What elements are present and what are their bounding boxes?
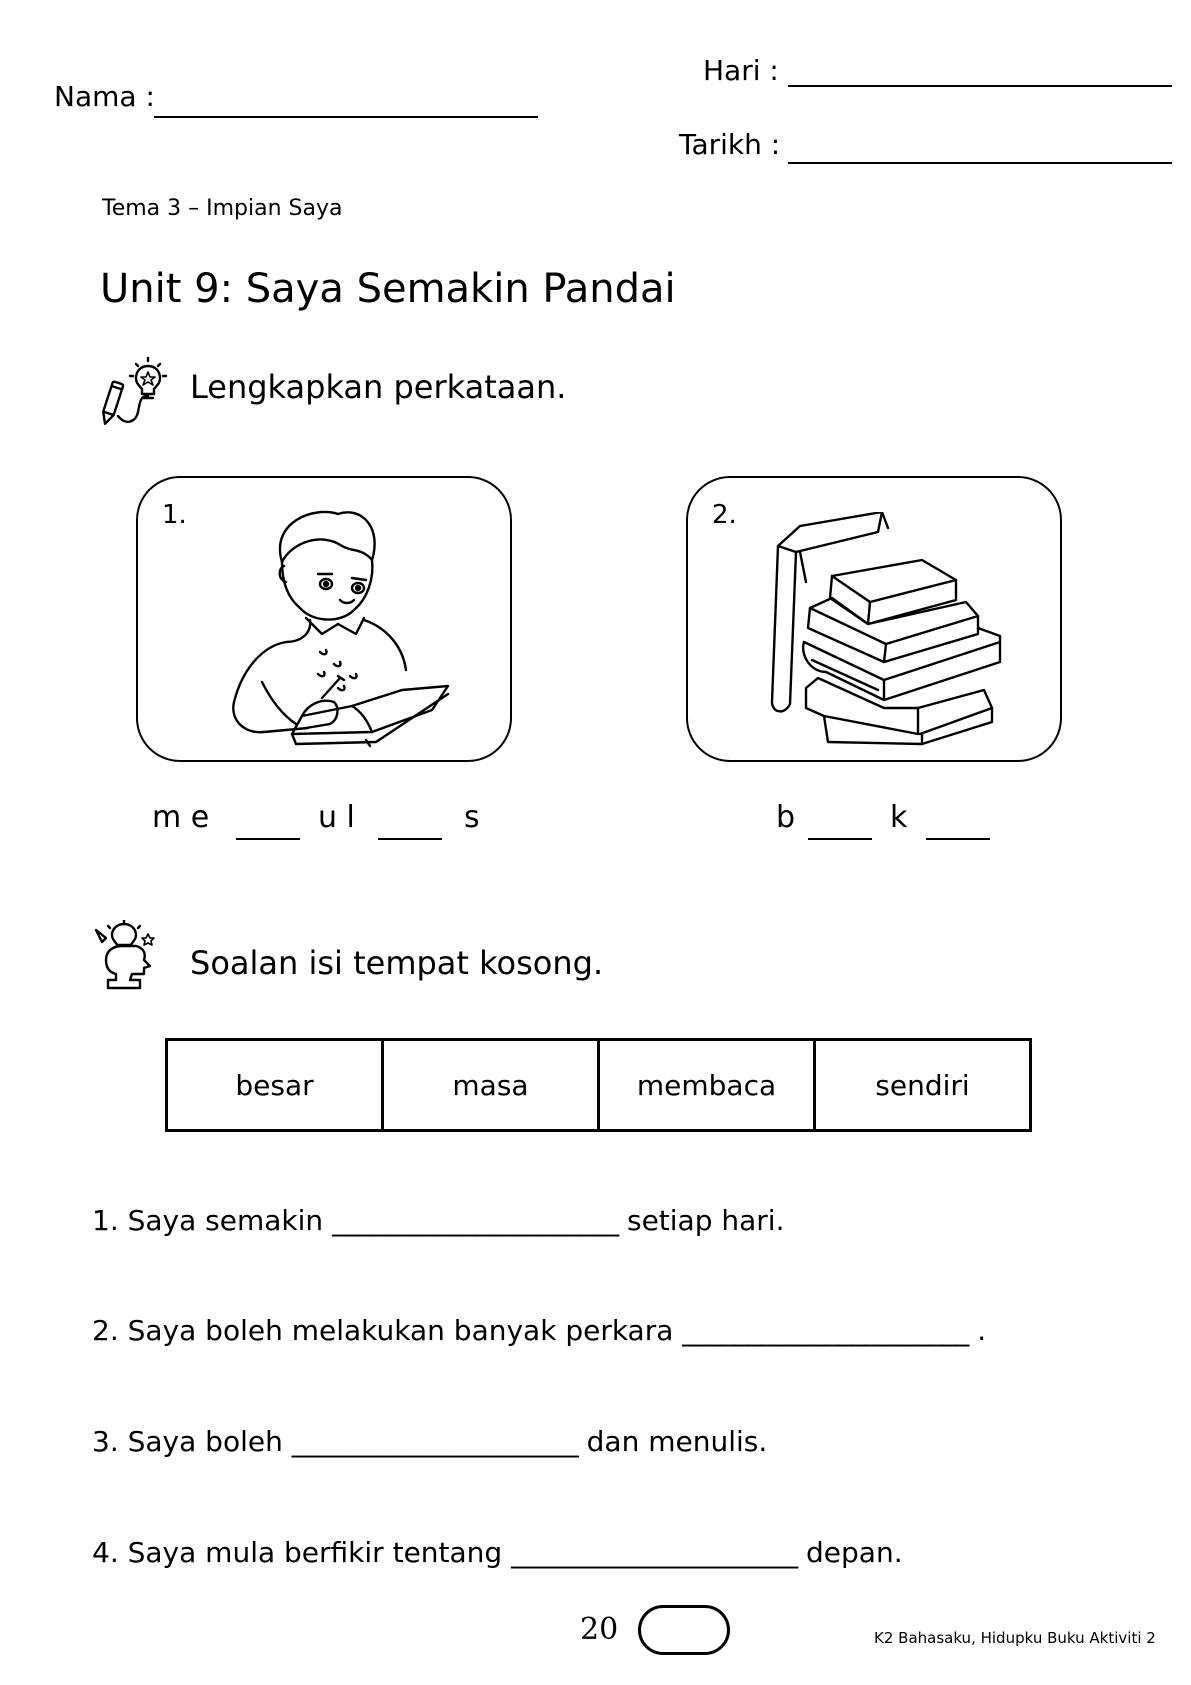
section2-instruction: Soalan isi tempat kosong. — [190, 944, 604, 982]
letters-segment: k — [890, 800, 908, 835]
question-1 — [92, 1204, 784, 1237]
question-text-after: . — [977, 1314, 987, 1347]
page-oval — [638, 1605, 730, 1655]
pencil-lightbulb-icon — [96, 356, 168, 428]
letters-segment: u l — [318, 800, 355, 835]
question-text-after: setiap hari. — [626, 1204, 785, 1237]
question-2 — [92, 1314, 986, 1347]
letters-segment: b — [776, 800, 796, 835]
question-text-before: 2. Saya boleh melakukan banyak perkara — [92, 1314, 674, 1347]
answer-blank[interactable]: ______________________ — [291, 1425, 578, 1458]
question-4 — [92, 1536, 903, 1569]
answer-blank[interactable]: ______________________ — [332, 1204, 619, 1237]
letters-segment: s — [464, 800, 480, 835]
head-lightbulb-icon — [92, 920, 156, 990]
section1-instruction: Lengkapkan perkataan. — [190, 368, 567, 406]
answer-blank[interactable]: ______________________ — [511, 1536, 798, 1569]
question-text-after: depan. — [806, 1536, 903, 1569]
word-bank-item: membaca — [599, 1040, 815, 1131]
letter-blank[interactable] — [926, 838, 990, 840]
page-number: 20 — [580, 1612, 619, 1647]
letter-blank[interactable] — [808, 838, 872, 840]
question-text-before: 3. Saya boleh — [92, 1425, 283, 1458]
letters-segment: m e — [152, 800, 210, 835]
word-bank-table — [165, 1038, 1032, 1132]
stack-of-books-illustration — [770, 512, 1010, 746]
hari-field[interactable] — [788, 85, 1172, 87]
question-text-before: 4. Saya mula berfikir tentang — [92, 1536, 503, 1569]
hari-label: Hari : — [703, 54, 779, 87]
boy-writing-illustration — [222, 502, 452, 748]
letter-blank[interactable] — [378, 838, 442, 840]
nama-field[interactable] — [154, 116, 538, 118]
book-title: K2 Bahasaku, Hidupku Buku Aktiviti 2 — [874, 1629, 1156, 1647]
letter-blank[interactable] — [236, 838, 300, 840]
question-text-after: dan menulis. — [586, 1425, 768, 1458]
unit-title: Unit 9: Saya Semakin Pandai — [100, 266, 676, 312]
nama-label: Nama : — [54, 80, 155, 113]
word-bank-item: sendiri — [815, 1040, 1031, 1131]
picture-panel-1 — [136, 476, 512, 762]
item-number-1: 1. — [162, 500, 187, 530]
question-3 — [92, 1425, 767, 1458]
tarikh-field[interactable] — [788, 162, 1172, 164]
word-bank-item: masa — [383, 1040, 599, 1131]
word-puzzle-1 — [152, 800, 492, 844]
tarikh-label: Tarikh : — [679, 128, 781, 161]
theme-label: Tema 3 – Impian Saya — [102, 196, 343, 221]
question-text-before: 1. Saya semakin — [92, 1204, 324, 1237]
word-bank-item: besar — [167, 1040, 383, 1131]
answer-blank[interactable]: ______________________ — [682, 1314, 969, 1347]
item-number-2: 2. — [712, 500, 737, 530]
word-puzzle-2 — [776, 800, 1016, 844]
picture-panel-2 — [686, 476, 1062, 762]
